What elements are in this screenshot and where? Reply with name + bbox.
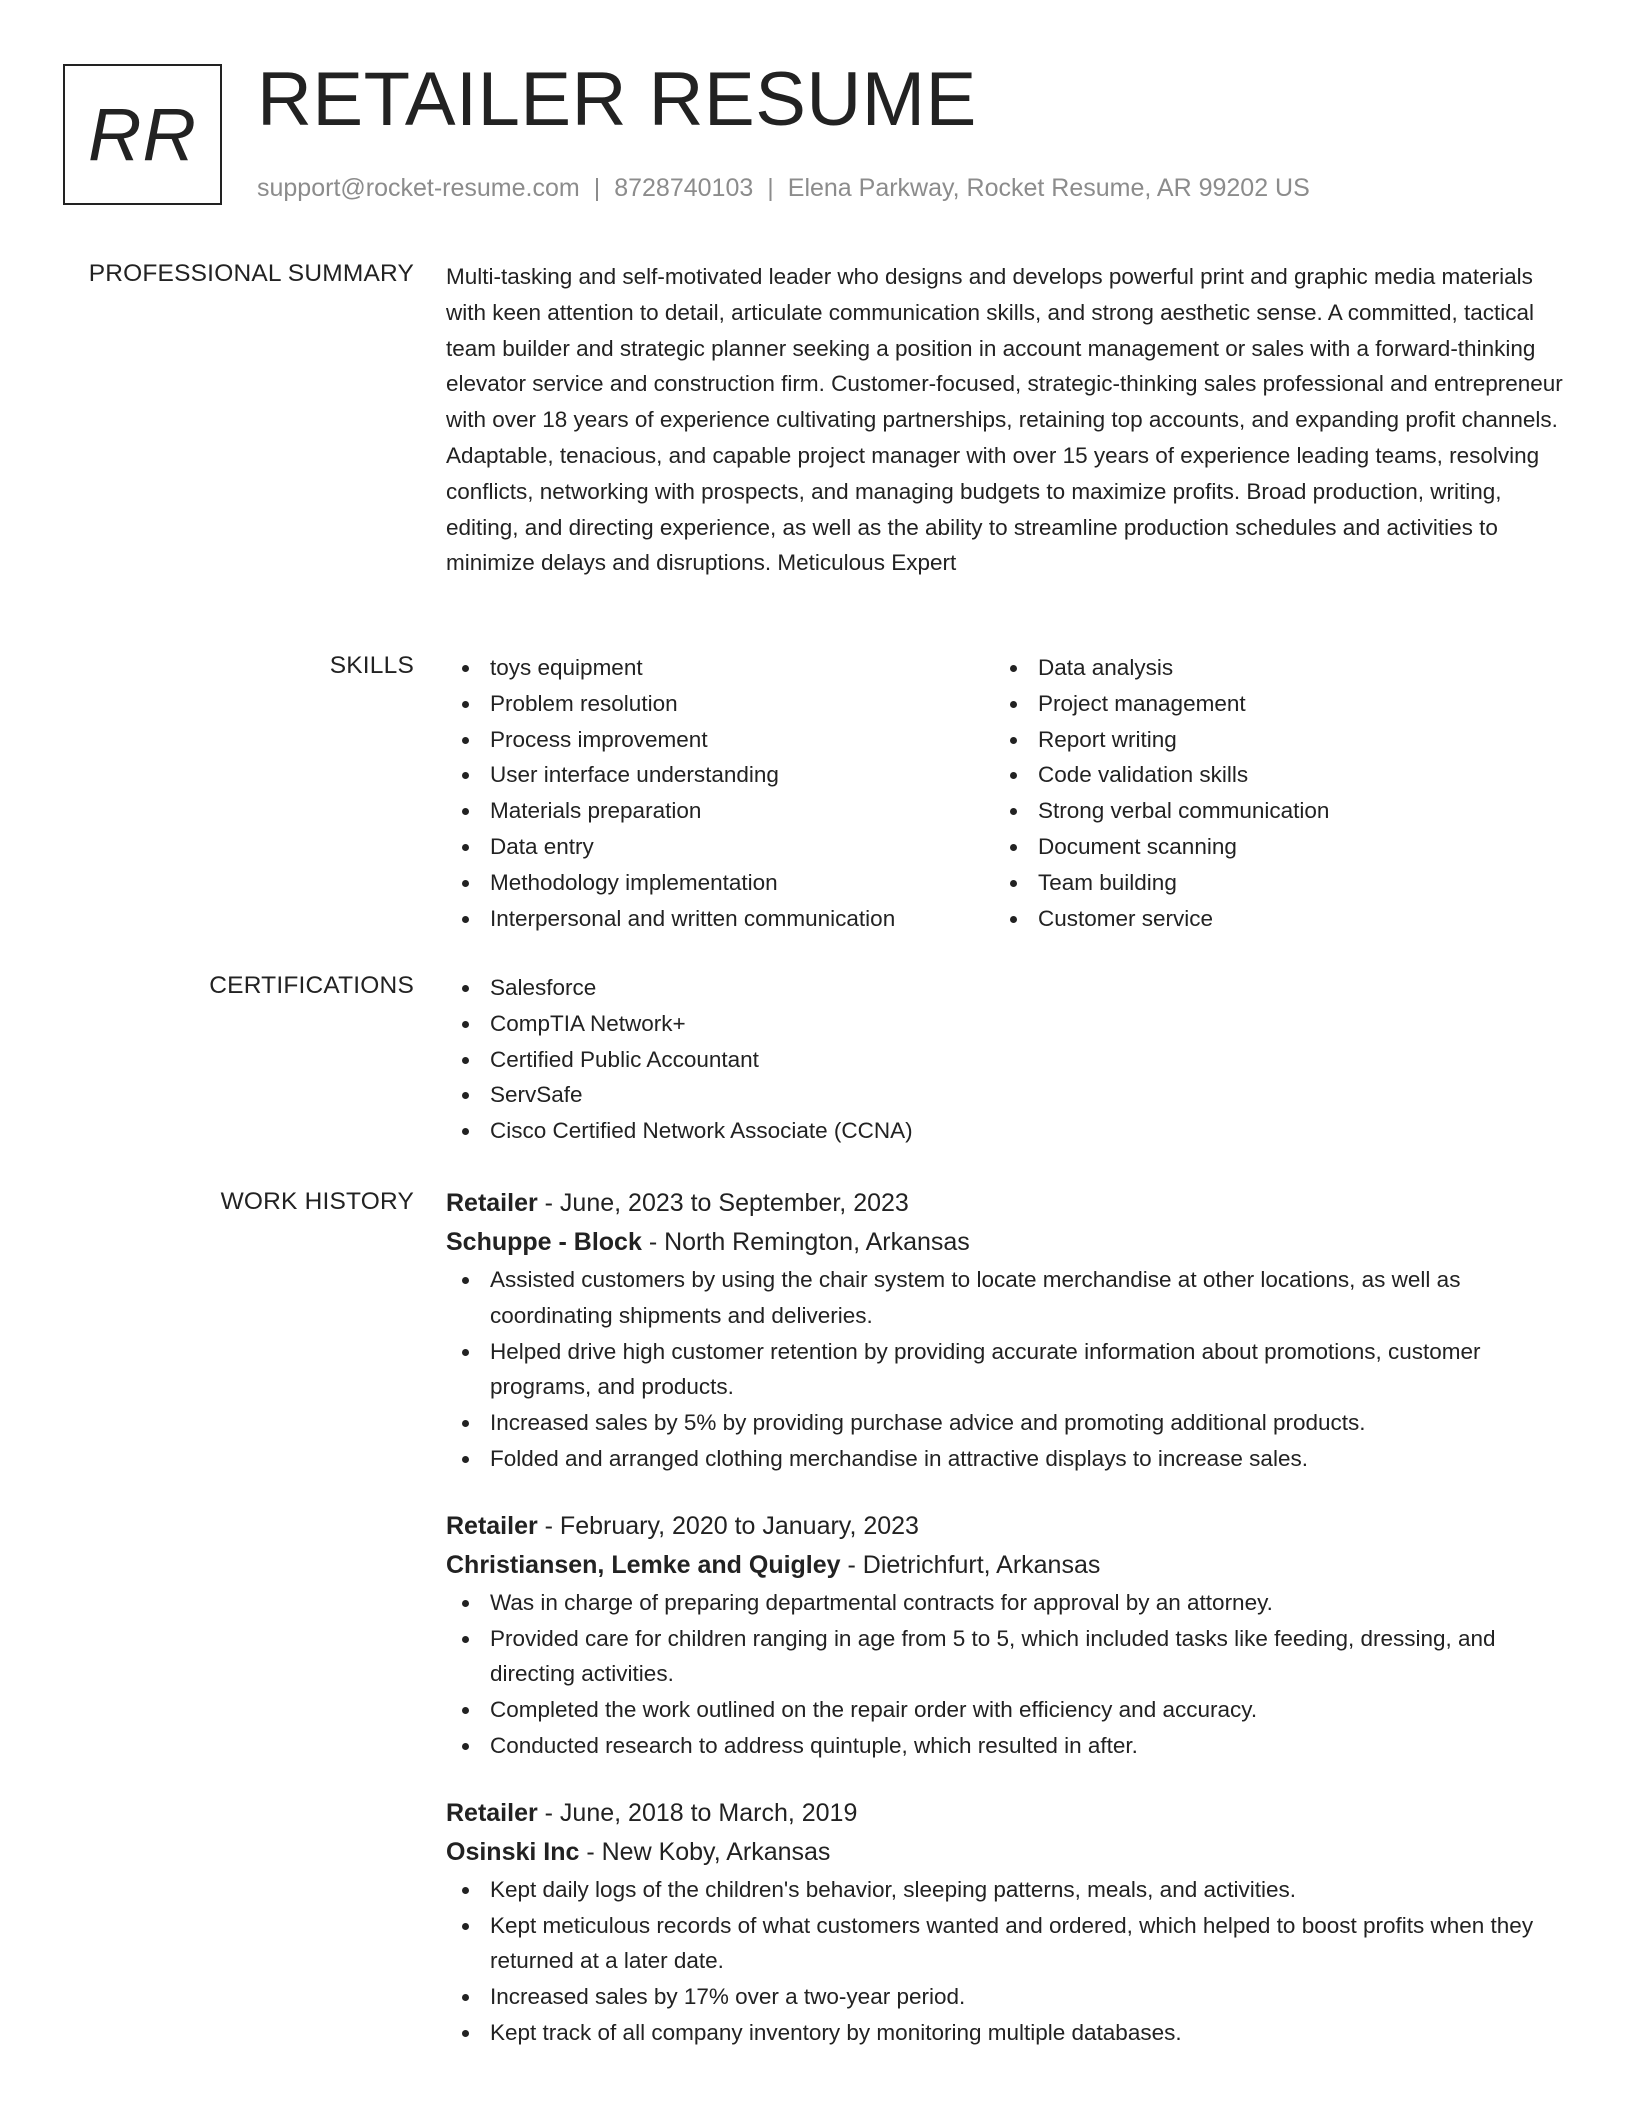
job-duty-item: Kept track of all company inventory by monitoring multiple databases. — [446, 2015, 1566, 2051]
job-duties-list — [446, 1872, 1566, 2051]
contact-address: Elena Parkway, Rocket Resume, AR 99202 US — [787, 174, 1310, 202]
job-location: - Dietrichfurt, Arkansas — [840, 1550, 1101, 1579]
job-dates: - June, 2018 to March, 2019 — [537, 1798, 858, 1827]
contact-phone[interactable]: 8728740103 — [614, 174, 754, 202]
job-title: Retailer — [446, 1189, 538, 1217]
certifications-list — [446, 970, 1566, 1149]
summary-body — [446, 258, 1566, 581]
skill-item: Data analysis — [994, 650, 1554, 686]
job-title-line — [446, 1184, 1566, 1223]
job-entry — [446, 1184, 1566, 1477]
job-duty-item: Provided care for children ranging in age from 5 to 5, which included tasks like feeding, dressing, and directing activities. — [446, 1621, 1566, 1693]
job-location: - New Koby, Arkansas — [579, 1837, 831, 1866]
monogram-logo: RR — [63, 64, 222, 205]
job-duty-item: Increased sales by 5% by providing purchase advice and promoting additional products. — [446, 1405, 1566, 1441]
job-duty-item: Was in charge of preparing departmental contracts for approval by an attorney. — [446, 1585, 1566, 1621]
resume-header — [63, 57, 1572, 214]
skill-item: Problem resolution — [446, 686, 994, 722]
skill-item: Strong verbal communication — [994, 793, 1554, 829]
job-dates: - June, 2023 to September, 2023 — [537, 1189, 909, 1217]
skill-item: Team building — [994, 865, 1554, 901]
certification-item: Cisco Certified Network Associate (CCNA) — [446, 1113, 1566, 1149]
job-duty-item: Kept meticulous records of what customers wanted and ordered, which helped to boost profits when they returned at a later date. — [446, 1908, 1566, 1980]
skill-item: Code validation skills — [994, 757, 1554, 793]
work-history-body — [446, 1184, 1566, 2081]
job-title: Retailer — [446, 1798, 538, 1827]
job-duty-item: Assisted customers by using the chair system to locate merchandise at other locations, as well as coordinating shipments and deliveries. — [446, 1262, 1566, 1334]
certification-item: Salesforce — [446, 970, 1566, 1006]
skill-item: User interface understanding — [446, 757, 994, 793]
skills-list-column-1 — [446, 650, 994, 936]
job-entry — [446, 1794, 1566, 2051]
skills-list-column-2 — [994, 650, 1554, 936]
job-duty-item: Helped drive high customer retention by providing accurate information about promotions, customer programs, and products. — [446, 1334, 1566, 1406]
contact-separator: | — [767, 174, 774, 202]
skill-item: Materials preparation — [446, 793, 994, 829]
skill-item: Data entry — [446, 829, 994, 865]
job-duty-item: Increased sales by 17% over a two-year period. — [446, 1979, 1566, 2015]
job-title: Retailer — [446, 1511, 538, 1540]
certifications-body — [446, 970, 1566, 1149]
job-duty-item: Completed the work outlined on the repair order with efficiency and accuracy. — [446, 1692, 1566, 1728]
section-label-skills: SKILLS — [329, 652, 414, 679]
job-duties-list — [446, 1585, 1566, 1764]
skill-item: Report writing — [994, 722, 1554, 758]
contact-line — [257, 174, 1310, 203]
job-company-line — [446, 1833, 1566, 1872]
resume-title: RETAILER RESUME — [257, 57, 977, 142]
summary-text: Multi-tasking and self-motivated leader who designs and develops powerful print and graphic media materials with keen attention to detail, articulate communication skills, and strong aesthetic sense. A committed, tactical team builder and strategic planner seeking a position in account management or sales with a forward-thinking elevator service and construction firm. Customer-focused, strategic-thinking sales professional and entrepreneur with over 18 years of experience cultivating partnerships, retaining top accounts, and expanding profit channels. Adaptable, tenacious, and capable project manager with over 15 years of experience leading teams, resolving conflicts, networking with prospects, and managing budgets to maximize profits. Broad production, writing, editing, and directing experience, as well as the ability to streamline production schedules and activities to minimize delays and disruptions. Meticulous Expert — [446, 264, 1563, 576]
skill-item: Interpersonal and written communication — [446, 901, 994, 937]
job-company: Osinski Inc — [446, 1837, 580, 1866]
job-duties-list — [446, 1262, 1566, 1477]
job-title-line — [446, 1794, 1566, 1833]
job-company: Christiansen, Lemke and Quigley — [446, 1550, 841, 1579]
job-title-line — [446, 1507, 1566, 1546]
contact-email[interactable]: support@rocket-resume.com — [257, 174, 580, 202]
job-location: - North Remington, Arkansas — [641, 1228, 970, 1256]
job-duty-item: Folded and arranged clothing merchandise in attractive displays to increase sales. — [446, 1441, 1566, 1477]
skill-item: toys equipment — [446, 650, 994, 686]
skill-item: Methodology implementation — [446, 865, 994, 901]
section-label-certifications: CERTIFICATIONS — [209, 972, 414, 999]
certification-item: ServSafe — [446, 1077, 1566, 1113]
skill-item: Project management — [994, 686, 1554, 722]
job-entry — [446, 1507, 1566, 1764]
job-company-line — [446, 1546, 1566, 1585]
skills-body — [446, 650, 1566, 936]
certification-item: CompTIA Network+ — [446, 1006, 1566, 1042]
section-label-work-history: WORK HISTORY — [220, 1188, 414, 1215]
skill-item: Customer service — [994, 901, 1554, 937]
job-company: Schuppe - Block — [446, 1228, 642, 1256]
skill-item: Document scanning — [994, 829, 1554, 865]
skill-item: Process improvement — [446, 722, 994, 758]
job-duty-item: Kept daily logs of the children's behavior, sleeping patterns, meals, and activities. — [446, 1872, 1566, 1908]
job-duty-item: Conducted research to address quintuple, which resulted in after. — [446, 1728, 1566, 1764]
job-dates: - February, 2020 to January, 2023 — [537, 1511, 919, 1540]
section-label-summary: PROFESSIONAL SUMMARY — [88, 260, 414, 287]
contact-separator: | — [593, 174, 601, 202]
certification-item: Certified Public Accountant — [446, 1042, 1566, 1078]
job-company-line — [446, 1223, 1566, 1262]
